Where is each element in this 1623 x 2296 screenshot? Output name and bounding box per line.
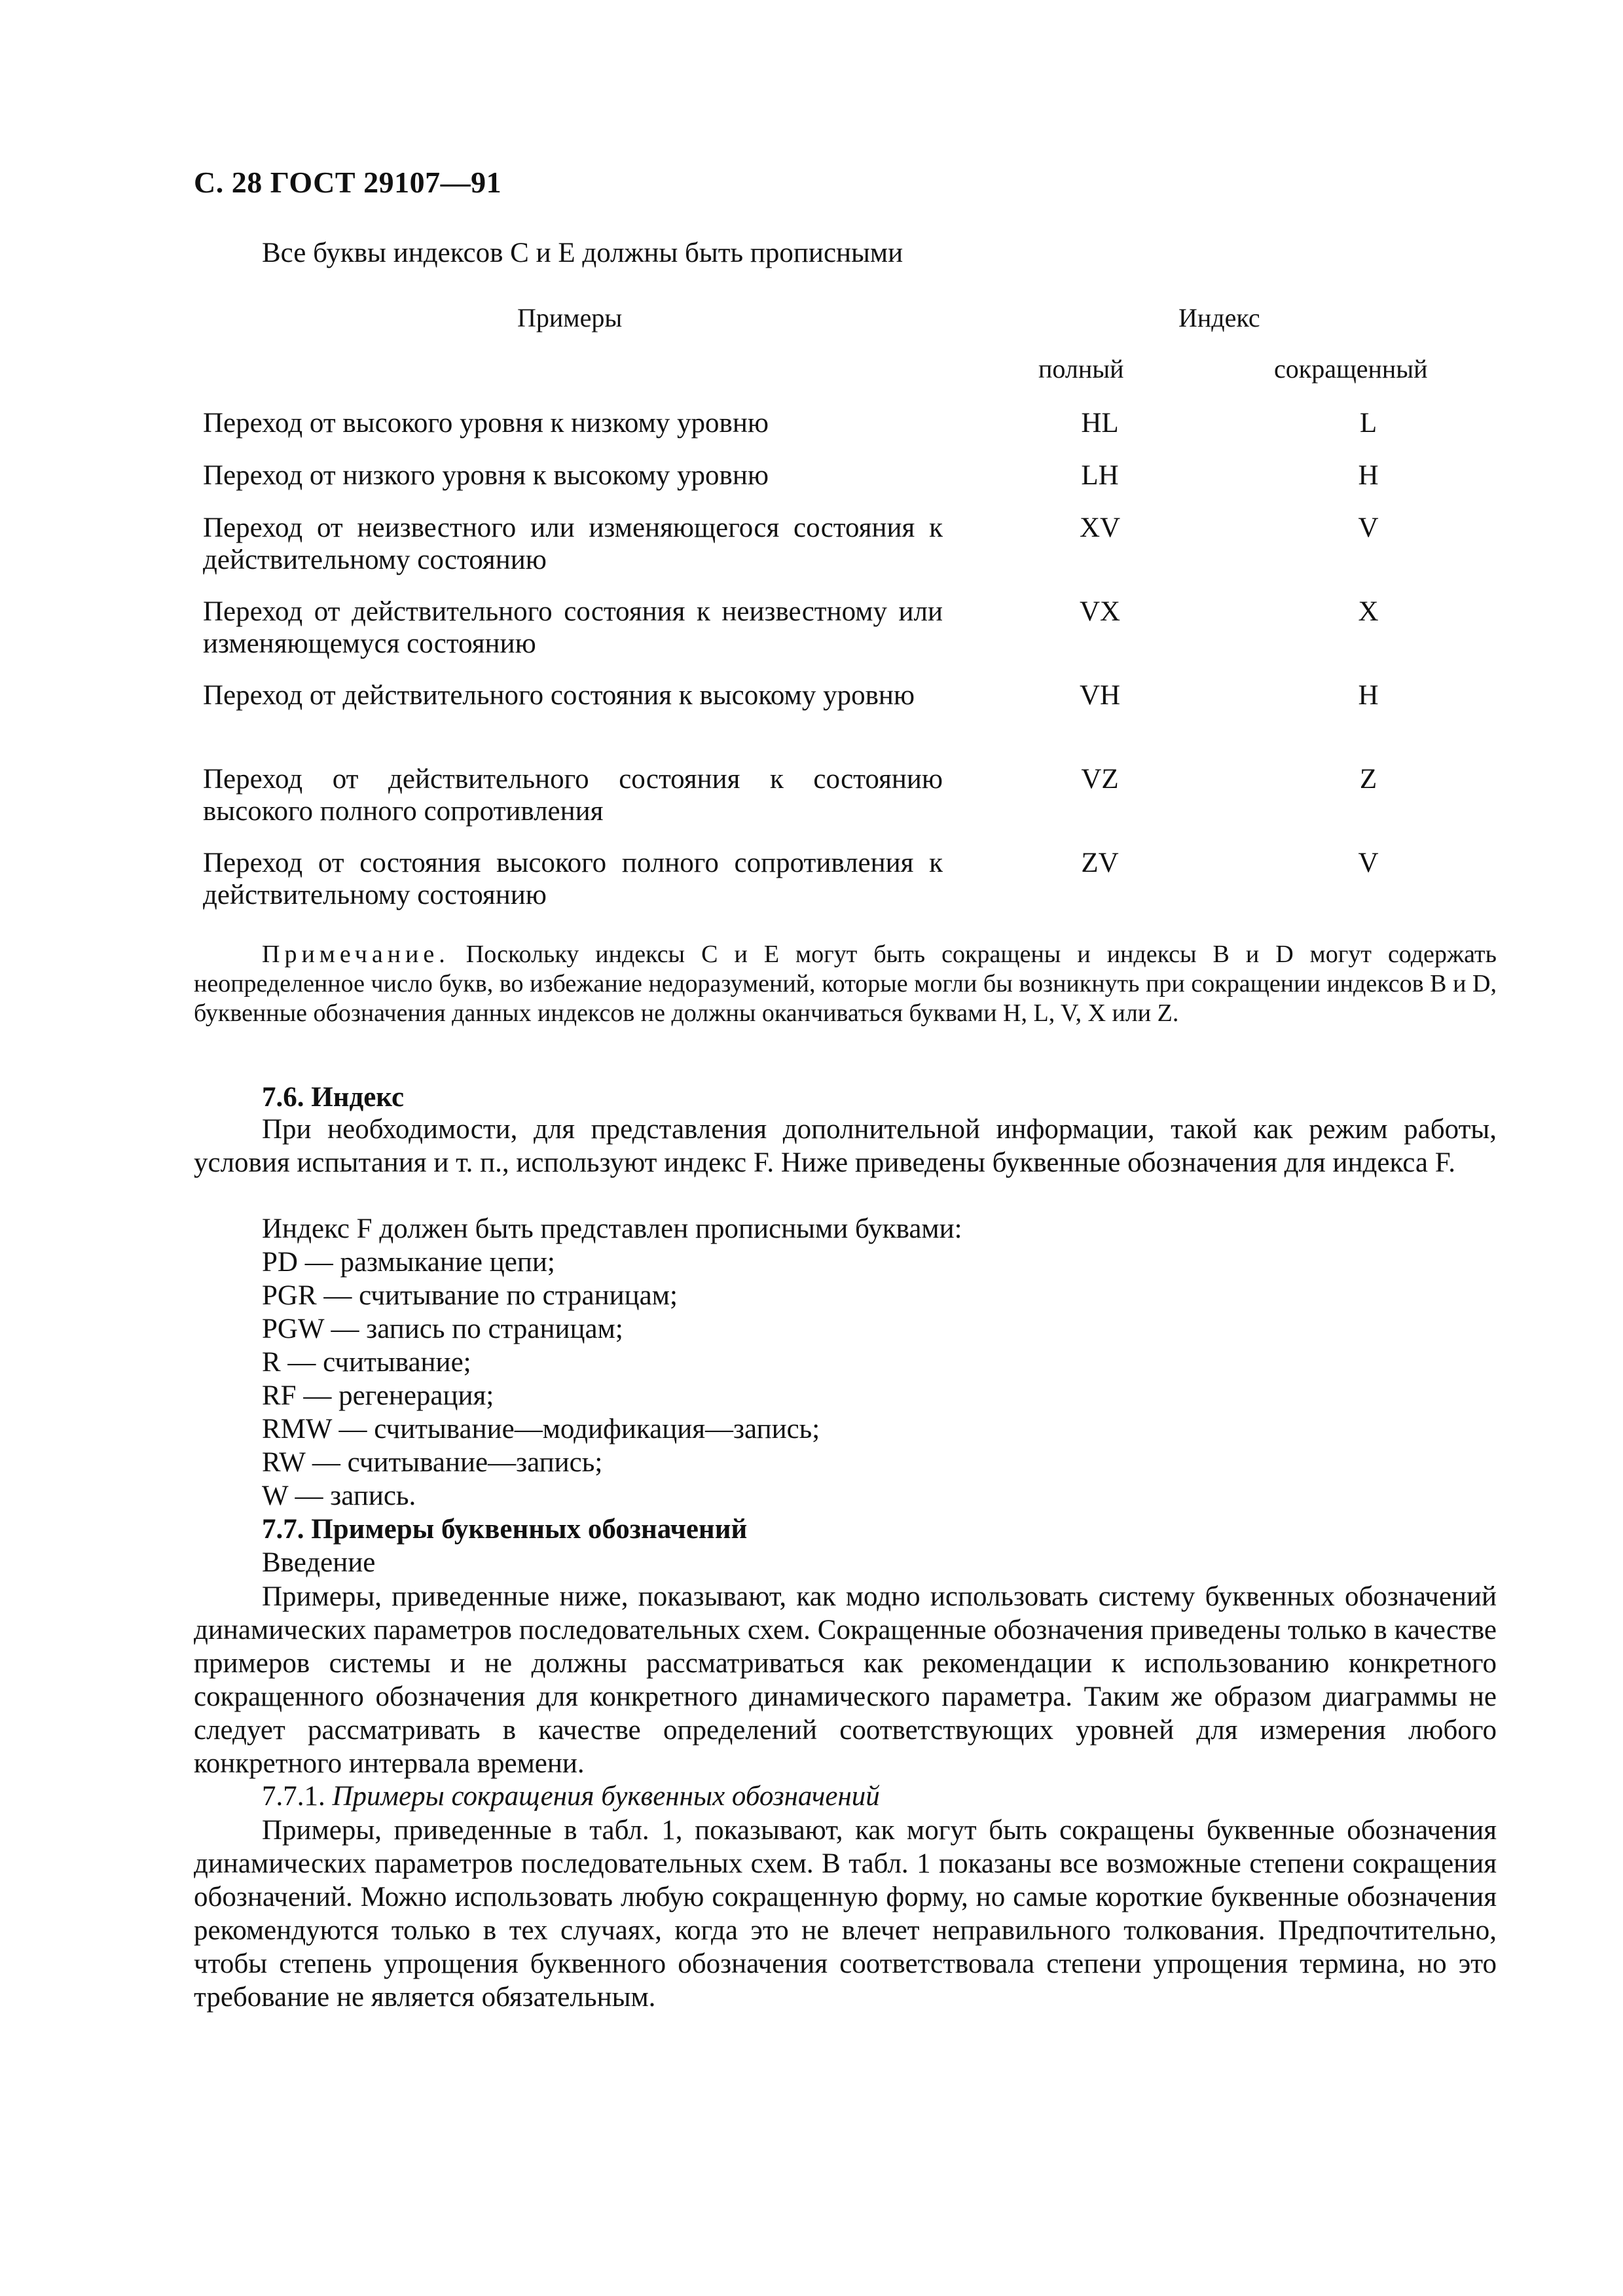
row-example: Переход от действительного состояния к состоянию высокого полного сопротивления (203, 764, 943, 827)
row-full-index: LH (1081, 460, 1119, 491)
row-full-index: VH (1079, 680, 1121, 711)
intro-line: Все буквы индексов С и Е должны быть прописными (262, 238, 903, 268)
row-example: Переход от действительного состояния к неизвестному или изменяющемуся состоянию (203, 596, 943, 659)
row-short-index: H (1358, 680, 1379, 711)
table-header-index: Индекс (1178, 303, 1260, 332)
index-f-item: PGW — запись по страницам; (262, 1314, 623, 1344)
row-full-index: VX (1079, 596, 1121, 627)
section-7-7-title: 7.7. Примеры буквенных обозначений (262, 1514, 748, 1545)
row-short-index: Z (1359, 764, 1377, 795)
section-7-6-lead: Индекс F должен быть представлен прописными буквами: (262, 1213, 962, 1244)
section-7-7-1-paragraph: Примеры, приведенные в табл. 1, показывают, как могут быть сокращены буквенные обозначения динамических параметров последовательных схем. В табл. 1 показаны все возможные степени сокращения обозначений. Можно использовать любую сокращенную форму, но самые короткие буквенные обозначения рекомендуются только в тех случаях, когда это не влечет неправильного толкования. Предпочтительно, чтобы степень упрощения буквенного обозначения соответствовала степени упрощения термина, но это требование не является обязательным. (194, 1815, 1497, 2013)
row-example: Переход от состояния высокого полного сопротивления к действительному состоянию (203, 848, 943, 910)
table-header-full: полный (1038, 354, 1124, 384)
row-example: Переход от низкого уровня к высокому уровню (203, 460, 769, 491)
section-7-6-paragraph: При необходимости, для представления дополнительной информации, такой как режим работы, условия испытания и т. п., используют индекс F. Ниже приведены буквенные обозначения для индекса F. (194, 1114, 1497, 1178)
index-f-item: R — считывание; (262, 1347, 471, 1378)
row-short-index: H (1358, 460, 1379, 491)
index-f-item: RW — считывание—запись; (262, 1447, 603, 1478)
row-full-index: ZV (1081, 848, 1119, 878)
index-f-item: W — запись. (262, 1480, 416, 1511)
row-short-index: V (1358, 848, 1379, 878)
row-full-index: XV (1079, 512, 1121, 543)
row-example: Переход от высокого уровня к низкому уровню (203, 408, 769, 439)
index-f-item: PGR — считывание по страницам; (262, 1280, 678, 1311)
section-7-7-1-number: 7.7.1. (262, 1781, 325, 1812)
page-header: С. 28 ГОСТ 29107—91 (194, 166, 502, 199)
table-header-short: сокращенный (1274, 354, 1428, 384)
row-short-index: X (1358, 596, 1379, 627)
note-text: Поскольку индексы С и Е могут быть сокращены и индексы В и D могут содержать неопределенное число букв, во избежание недоразумений, которые могли бы возникнуть при сокращении индексов В и D, буквенные обозначения данных индексов не должны оканчиваться буквами H, L, V, X или Z. (194, 941, 1497, 1027)
row-full-index: VZ (1081, 764, 1119, 795)
section-7-7-1-heading: Примеры сокращения буквенных обозначений (332, 1781, 880, 1812)
note-label: Примечание. (262, 941, 450, 968)
row-example: Переход от неизвестного или изменяющегося состояния к действительному состоянию (203, 512, 943, 575)
index-f-item: RF — регенерация; (262, 1380, 494, 1411)
section-7-7-1-title (262, 1780, 880, 1812)
row-short-index: L (1359, 408, 1377, 439)
row-full-index: HL (1081, 408, 1119, 439)
table-header-examples: Примеры (517, 303, 623, 332)
note-paragraph (194, 940, 1497, 1028)
index-f-item: RMW — считывание—модификация—запись; (262, 1414, 820, 1444)
section-7-7-paragraph: Примеры, приведенные ниже, показывают, как модно использовать систему буквенных обозначений динамических параметров последовательных схем. Сокращенные обозначения приведены только в качестве примеров системы и не должны рассматриваться как рекомендации к использованию конкретного сокращенного обозначения для конкретного динамического параметра. Таким же образом диаграммы не следует рассматривать в качестве определений соответствующих уровней для измерения любого конкретного интервала времени. (194, 1581, 1497, 1779)
row-example: Переход от действительного состояния к высокому уровню (203, 680, 915, 711)
row-short-index: V (1358, 512, 1379, 543)
section-7-7-subtitle: Введение (262, 1547, 376, 1578)
section-7-6-title: 7.6. Индекс (262, 1082, 405, 1113)
index-f-item: PD — размыкание цепи; (262, 1247, 555, 1278)
